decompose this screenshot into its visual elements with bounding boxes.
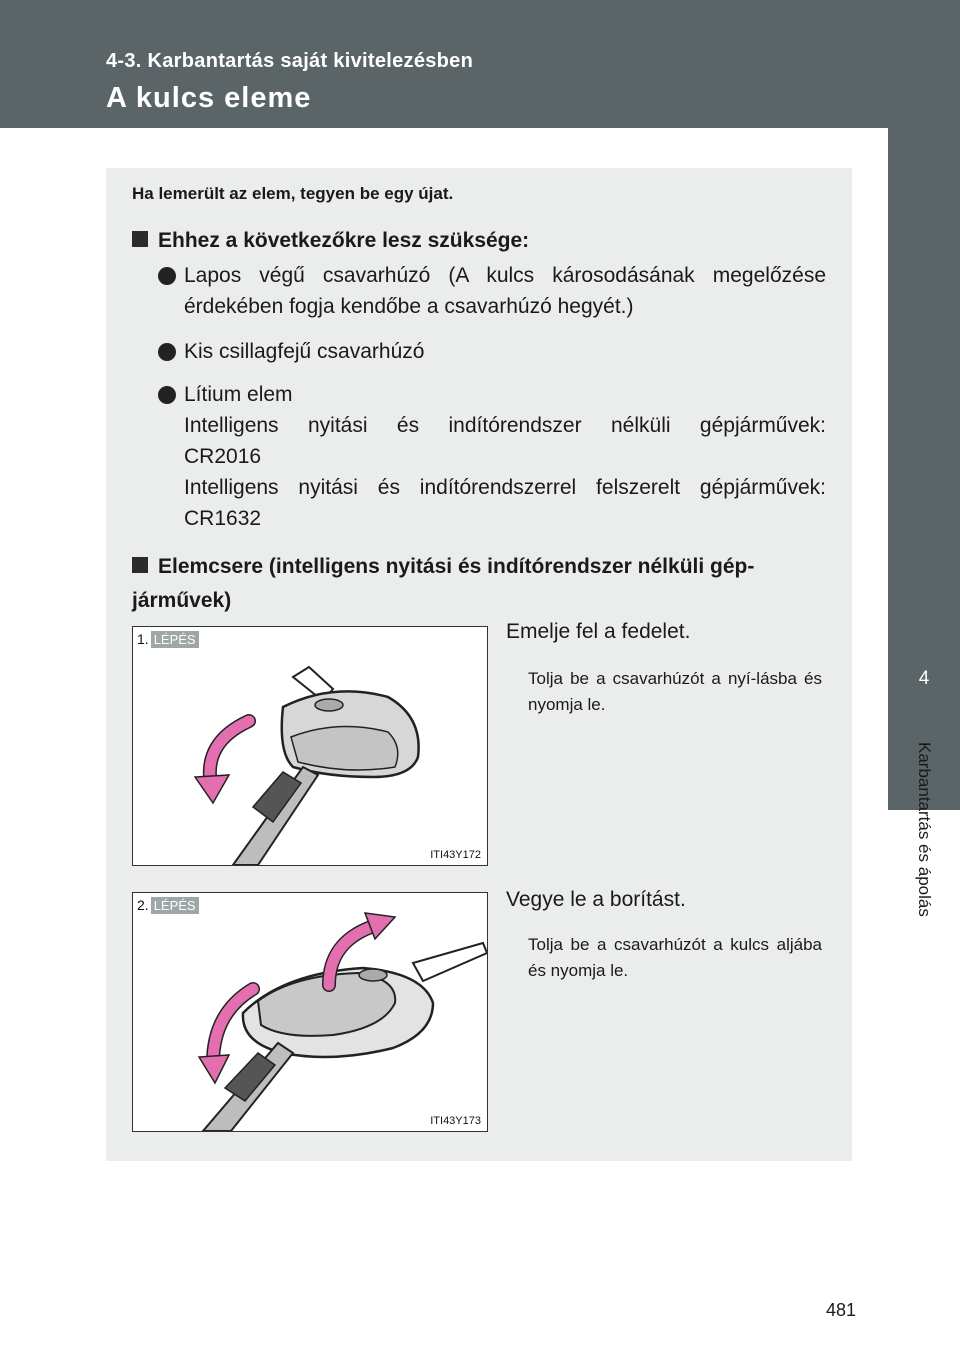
section-label: 4-3. Karbantartás saját kivitelezésben [106, 50, 474, 72]
heading-requirements: Ehhez a következőkre lesz szüksége: [132, 224, 529, 258]
figure-code: ITI43Y173 [430, 1115, 481, 1127]
item-flat-screwdriver: Lapos végű csavarhúzó (A kulcs károsodásának megelőzése érdekében fogja kendőbe a csavarhúzó hegyét.) [184, 264, 826, 318]
bullet-dot-icon [158, 386, 176, 404]
step-2-description: Tolja be a csavarhúzót a kulcs aljába és nyomja le. [528, 935, 822, 980]
key-illustration-step-1 [133, 627, 487, 865]
side-tab-bar [888, 0, 960, 642]
bullet-dot-icon [158, 343, 176, 361]
key-illustration-step-2 [133, 893, 487, 1131]
step-badge: 2. LÉPÉS [137, 897, 199, 913]
step-badge: 1. LÉPÉS [137, 631, 199, 647]
figure-code: ITI43Y172 [430, 849, 481, 861]
intro-text: Ha lemerült az elem, tegyen be egy újat. [132, 184, 454, 203]
figure-step-1 [132, 626, 488, 866]
heading-battery-replacement: Elemcsere (intelligens nyitási és indítórendszer nélküli gép-járművek) [132, 555, 755, 612]
page-title: A kulcs eleme [106, 82, 312, 114]
figure-step-2 [132, 892, 488, 1132]
step-1-title: Emelje fel a fedelet. [506, 620, 691, 643]
item-phillips-screwdriver: Kis csillagfejű csavarhúzó [184, 340, 425, 363]
item-lithium-battery: Lítium elem Intelligens nyitási és indítórendszer nélküli gépjárművek: CR2016 Intelligens nyitási és indítórendszerrel felszerelt gépjárművek: CR1632 [184, 383, 826, 530]
page-number: 481 [826, 1300, 857, 1320]
chapter-number: 4 [918, 668, 930, 689]
chapter-label: Karbantartás és ápolás [915, 742, 934, 917]
step-2-title: Vegye le a borítást. [506, 888, 686, 911]
step-1-description: Tolja be a csavarhúzót a nyí-lásba és nyomja le. [528, 669, 822, 714]
square-bullet-icon [132, 231, 148, 247]
bullet-dot-icon [158, 267, 176, 285]
square-bullet-icon [132, 557, 148, 573]
